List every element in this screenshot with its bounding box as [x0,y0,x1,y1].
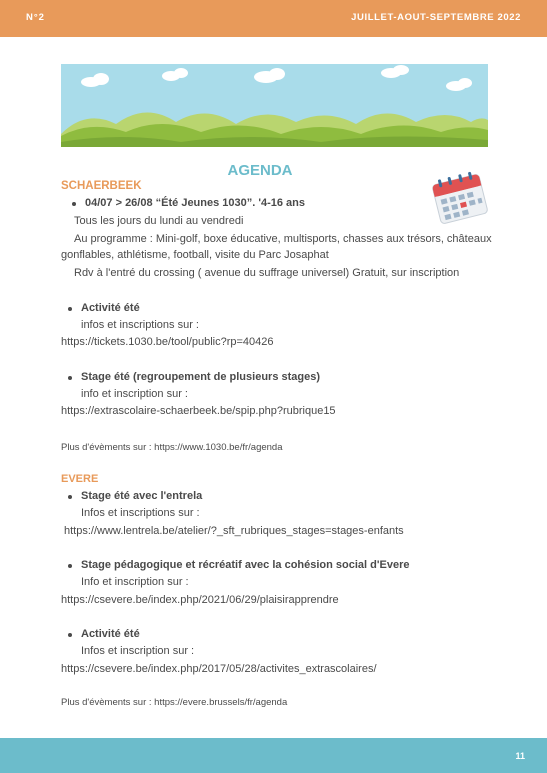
schaerbeek-more-events[interactable]: Plus d'évèments sur : https://www.1030.be/fr/agenda [61,442,283,453]
evere-item2-title: Stage pédagogique et récréatif avec la cohésion social d'Evere [81,559,410,571]
evere-item3-title: Activité été [81,628,140,640]
evere-item1-info: Infos et inscriptions sur : [81,507,200,519]
schaerbeek-item1-line2: Au programme : Mini-golf, boxe éducative, multisports, chasses aux trésors, châteaux [74,233,492,245]
evere-item3-link[interactable]: https://csevere.be/index.php/2017/05/28/activites_extrascolaires/ [61,663,377,675]
section-heading-schaerbeek: SCHAERBEEK [61,180,142,192]
schaerbeek-item2-title: Activité été [81,302,140,314]
issue-number: N°2 [26,12,45,23]
schaerbeek-item3-info: info et inscription sur : [81,388,188,400]
calendar-icon [427,171,493,227]
schaerbeek-item3-title: Stage été (regroupement de plusieurs stages) [81,371,321,383]
schaerbeek-item3-link[interactable]: https://extrascolaire-schaerbeek.be/spip.php?rubrique15 [61,405,336,417]
landscape-banner [61,64,488,147]
evere-item1-link[interactable]: https://www.lentrela.be/atelier/?_sft_rubriques_stages=stages-enfants [64,525,404,537]
section-heading-evere: EVERE [61,473,99,485]
evere-item2-link[interactable]: https://csevere.be/index.php/2021/06/29/plaisirapprendre [61,594,339,606]
evere-more-events[interactable]: Plus d'évèments sur : https://evere.brussels/fr/agenda [61,697,288,708]
page-number: 11 [515,751,525,761]
schaerbeek-item1-line1: Tous les jours du lundi au vendredi [74,215,244,227]
schaerbeek-item1-line3: gonflables, athlétisme, football, visite du Parc Josaphat [61,249,329,261]
schaerbeek-item1-title: 04/07 > 26/08 “Été Jeunes 1030”. '4-16 ans [85,197,306,209]
page-footer [0,738,547,773]
page-header [0,0,547,37]
evere-item2-info: Info et inscription sur : [81,576,189,588]
evere-item1-title: Stage été avec l'entrela [81,490,203,502]
schaerbeek-item2-info: infos et inscriptions sur : [81,319,199,331]
page-title: AGENDA [227,162,293,179]
schaerbeek-item2-link[interactable]: https://tickets.1030.be/tool/public?rp=40426 [61,336,274,348]
evere-item3-info: Infos et inscription sur : [81,645,195,657]
issue-period: JUILLET-AOUT-SEPTEMBRE 2022 [351,12,521,23]
schaerbeek-item1-line4: Rdv à l'entré du crossing ( avenue du suffrage universel) Gratuit, sur inscription [74,267,460,279]
